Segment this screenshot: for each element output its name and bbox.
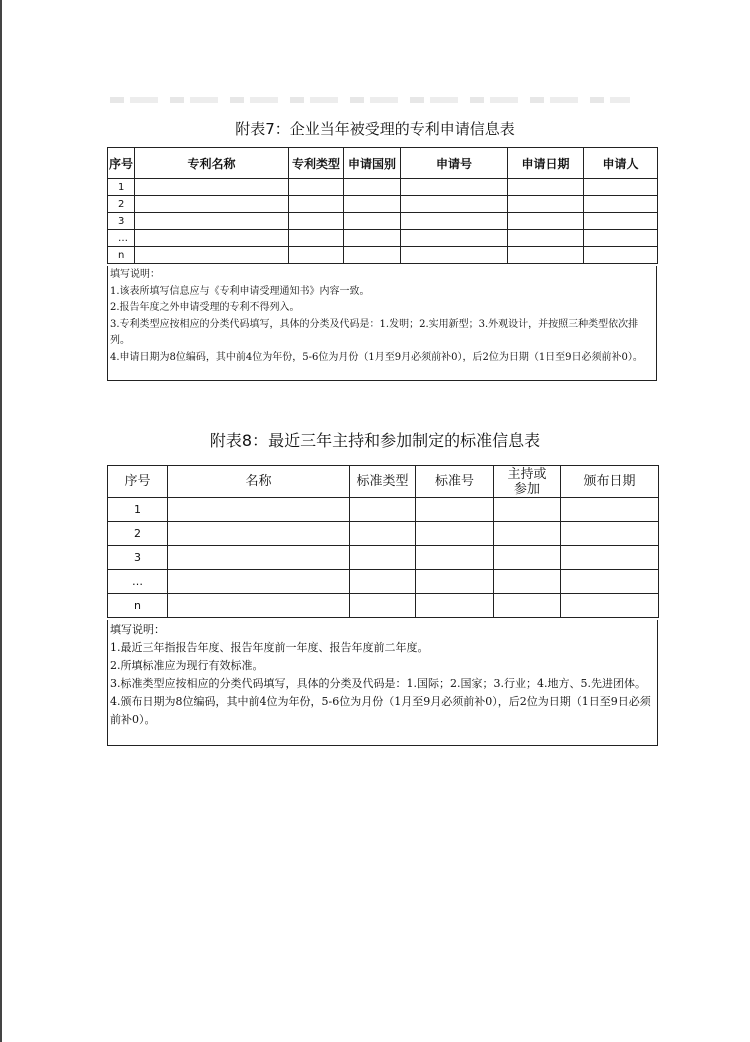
table-row	[108, 594, 659, 618]
table-row	[108, 546, 659, 570]
cell[interactable]	[168, 546, 350, 570]
row-number: …	[108, 230, 135, 247]
table7-title: 附表7：企业当年被受理的专利申请信息表	[235, 120, 515, 138]
note-item: 4.颁布日期为8位编码，其中前4位为年份，5-6位为月份（1月至9月必须前补0），后2位为日期（1日至9日必须前补0）。	[110, 695, 651, 726]
cell[interactable]	[168, 570, 350, 594]
cell[interactable]	[350, 546, 416, 570]
cell[interactable]	[416, 594, 494, 618]
table8-notes	[107, 620, 658, 746]
note-item: 2.所填标准应为现行有效标准。	[110, 659, 264, 672]
cell[interactable]	[344, 213, 401, 230]
cell[interactable]	[289, 213, 344, 230]
cell[interactable]	[135, 196, 289, 213]
cell[interactable]	[350, 498, 416, 522]
row-number: n	[108, 247, 135, 264]
cell[interactable]	[168, 522, 350, 546]
table8-title: 附表8：最近三年主持和参加制定的标准信息表	[209, 431, 541, 450]
cell[interactable]	[561, 498, 659, 522]
header-applicant: 申请人	[584, 148, 658, 179]
cell[interactable]	[416, 522, 494, 546]
header-patent-name: 专利名称	[135, 148, 289, 179]
cell[interactable]	[584, 247, 658, 264]
cell[interactable]	[168, 594, 350, 618]
header-name: 名称	[168, 466, 350, 498]
cell[interactable]	[135, 230, 289, 247]
header-country: 申请国别	[344, 148, 401, 179]
cell[interactable]	[561, 546, 659, 570]
cell[interactable]	[416, 570, 494, 594]
table-row	[108, 196, 658, 213]
cell[interactable]	[135, 213, 289, 230]
note-item: 1.该表所填写信息应与《专利申请受理通知书》内容一致。	[110, 285, 370, 297]
note-item: 2.报告年度之外申请受理的专利不得列入。	[110, 302, 300, 313]
cell[interactable]	[508, 179, 584, 196]
patent-application-table	[107, 147, 658, 264]
cell[interactable]	[401, 179, 508, 196]
header-seq: 序号	[108, 466, 168, 498]
cell[interactable]	[508, 213, 584, 230]
cell[interactable]	[416, 546, 494, 570]
cell[interactable]	[494, 498, 561, 522]
cell[interactable]	[401, 230, 508, 247]
header-standard-type: 标准类型	[350, 466, 416, 498]
table7-notes	[107, 266, 657, 381]
cell[interactable]	[344, 179, 401, 196]
cell[interactable]	[508, 230, 584, 247]
row-number: 1	[108, 498, 168, 522]
cell[interactable]	[350, 570, 416, 594]
cell[interactable]	[508, 196, 584, 213]
row-number: 2	[108, 196, 135, 213]
cell[interactable]	[168, 498, 350, 522]
table-row	[108, 179, 658, 196]
cell[interactable]	[401, 213, 508, 230]
cell[interactable]	[561, 570, 659, 594]
cell[interactable]	[344, 247, 401, 264]
cell[interactable]	[344, 196, 401, 213]
note-item: 4.申请日期为8位编码，其中前4位为年份，5-6位为月份（1月至9月必须前补0），后2位为日期（1日至9日必须前补0）。	[110, 351, 643, 363]
cell[interactable]	[584, 230, 658, 247]
cell[interactable]	[344, 230, 401, 247]
header-publish-date: 颁布日期	[561, 466, 659, 498]
standards-table	[107, 465, 659, 618]
header-standard-number: 标准号	[416, 466, 494, 498]
notes-heading: 填写说明：	[110, 623, 165, 636]
scan-edge	[0, 0, 2, 1042]
cell[interactable]	[494, 594, 561, 618]
cell[interactable]	[289, 179, 344, 196]
row-number: 2	[108, 522, 168, 546]
cell[interactable]	[494, 546, 561, 570]
scan-noise-line	[110, 97, 630, 103]
cell[interactable]	[508, 247, 584, 264]
cell[interactable]	[135, 247, 289, 264]
header-app-number: 申请号	[401, 148, 508, 179]
cell[interactable]	[289, 196, 344, 213]
cell[interactable]	[494, 522, 561, 546]
cell[interactable]	[561, 522, 659, 546]
table-header-row	[108, 466, 659, 498]
table-row	[108, 522, 659, 546]
row-number: 1	[108, 179, 135, 196]
table-row	[108, 213, 658, 230]
header-app-date: 申请日期	[508, 148, 584, 179]
cell[interactable]	[289, 230, 344, 247]
cell[interactable]	[584, 196, 658, 213]
cell[interactable]	[494, 570, 561, 594]
cell[interactable]	[350, 522, 416, 546]
table-header-row	[108, 148, 658, 179]
cell[interactable]	[584, 179, 658, 196]
table-row	[108, 247, 658, 264]
cell[interactable]	[561, 594, 659, 618]
cell[interactable]	[135, 179, 289, 196]
note-item: 3.专利类型应按相应的分类代码填写，具体的分类及代码是：1.发明；2.实用新型；3.外观设计，并按照三种类型依次排列。	[110, 318, 639, 346]
notes-heading: 填写说明：	[110, 269, 160, 280]
table-row	[108, 570, 659, 594]
cell[interactable]	[584, 213, 658, 230]
note-item: 3.标准类型应按相应的分类代码填写，具体的分类及代码是：1.国际；2.国家；3.行业；4.地方、5.先进团体。	[110, 677, 646, 690]
row-number: 3	[108, 546, 168, 570]
table-row	[108, 230, 658, 247]
table-row	[108, 498, 659, 522]
note-item: 1.最近三年指报告年度、报告年度前一年度、报告年度前二年度。	[110, 641, 429, 654]
cell[interactable]	[401, 196, 508, 213]
cell[interactable]	[350, 594, 416, 618]
row-number: n	[108, 594, 168, 618]
header-seq: 序号	[108, 148, 135, 179]
header-patent-type: 专利类型	[289, 148, 344, 179]
cell[interactable]	[289, 247, 344, 264]
row-number: 3	[108, 213, 135, 230]
row-number: …	[108, 570, 168, 594]
header-host-or-participate: 主持或参加	[494, 466, 561, 498]
cell[interactable]	[416, 498, 494, 522]
cell[interactable]	[401, 247, 508, 264]
